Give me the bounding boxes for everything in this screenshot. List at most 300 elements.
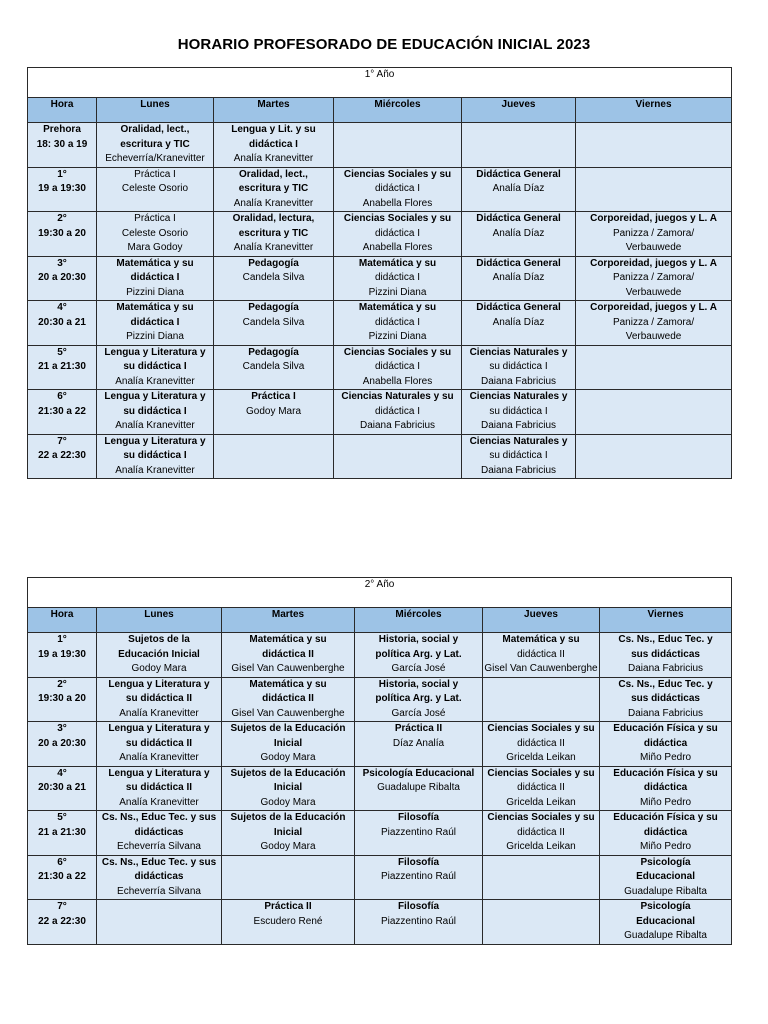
cell-text: didáctica I [374, 183, 421, 194]
hour-text: 5° [57, 346, 67, 358]
class-cell-martes [222, 900, 355, 945]
class-cell-jueves [462, 390, 576, 435]
class-cell-martes [214, 301, 334, 346]
hour-text: 1° [57, 634, 67, 645]
cell-text: Analía Kranevitter [119, 707, 199, 719]
cell-text: Celeste Osorio [121, 183, 189, 194]
class-cell-jueves [483, 900, 600, 945]
cell-text: Piazzentino Raúl [380, 915, 457, 927]
table-row [28, 766, 732, 811]
class-cell-martes [214, 390, 334, 435]
hour-text: 21 a 21:30 [38, 361, 86, 372]
cell-text: Educación Inicial [118, 648, 200, 660]
cell-text: didáctica [643, 737, 688, 749]
cell-text: sus didácticas [631, 648, 700, 660]
header-miercoles: Miércoles [355, 608, 483, 633]
cell-text: didáctica II [517, 648, 565, 660]
header-martes: Martes [222, 608, 355, 633]
year-row [28, 578, 732, 608]
class-cell-jueves [462, 123, 576, 168]
cell-text: su didáctica II [125, 693, 193, 704]
class-cell-martes [214, 345, 334, 390]
cell-text: Matemática y su [116, 302, 194, 313]
year-row [28, 68, 732, 98]
cell-text: Psicología [640, 856, 691, 868]
cell-text: didáctica I [374, 405, 421, 417]
cell-text: sus didácticas [631, 693, 700, 704]
hour-text: 20 a 20:30 [38, 737, 86, 749]
hour-cell [28, 766, 97, 811]
class-cell-viernes [576, 256, 732, 301]
class-cell-viernes [600, 766, 732, 811]
hour-text: 22 a 22:30 [38, 450, 86, 461]
cell-text: didáctica [643, 782, 688, 793]
hour-text: 1° [57, 168, 67, 180]
cell-text: política Arg. y Lat. [375, 693, 462, 704]
hour-text: 2° [57, 213, 67, 224]
cell-text: Analía Kranevitter [233, 242, 314, 253]
cell-text: Matemática y su [502, 634, 580, 645]
cell-text: Filosofía [397, 856, 440, 868]
cell-text: didáctica II [517, 737, 565, 749]
cell-text: Ciencias Sociales y su [343, 346, 452, 358]
cell-text: Godoy Mara [245, 405, 302, 417]
cell-text: Matemática y su [249, 678, 327, 690]
cell-text: Ciencias Naturales y [469, 435, 568, 447]
hour-text: 3° [57, 257, 67, 269]
cell-text: Oralidad, lectura, [232, 213, 315, 224]
cell-text: Sujetos de la Educación [230, 812, 346, 823]
cell-text: Gricelda Leikan [506, 841, 576, 852]
class-cell-lunes [97, 900, 222, 945]
cell-text: Lengua y Literatura y [108, 678, 210, 690]
hour-text: 4° [57, 767, 67, 779]
cell-text: Práctica I [251, 391, 296, 402]
header-lunes: Lunes [97, 98, 214, 123]
class-cell-martes [222, 722, 355, 767]
cell-text: escritura y TIC [238, 227, 309, 239]
table-row [28, 677, 732, 722]
cell-text: Gisel Van Cauwenberghe [231, 707, 345, 719]
cell-text: Psicología Educacional [362, 767, 475, 779]
cell-text: Corporeidad, juegos y L. A [590, 257, 717, 269]
header-hora: Hora [28, 608, 97, 633]
cell-text: Práctica I [134, 213, 176, 224]
header-martes: Martes [214, 98, 334, 123]
class-cell-viernes [600, 855, 732, 900]
class-cell-martes [214, 256, 334, 301]
cell-text: Sujetos de la [128, 634, 190, 645]
cell-text: Candela Silva [242, 361, 305, 372]
hour-cell [28, 123, 97, 168]
table-row [28, 633, 732, 678]
class-cell-viernes [600, 811, 732, 856]
table-row [28, 722, 732, 767]
class-cell-viernes [576, 212, 732, 257]
cell-text: Oralidad, lect., [239, 168, 308, 180]
cell-text: Piazzentino Raúl [380, 871, 457, 882]
class-cell-miercoles [355, 900, 483, 945]
cell-text: didáctica II [517, 782, 565, 793]
hour-text: 21:30 a 22 [38, 405, 86, 417]
cell-text: Echeverría Silvana [117, 885, 201, 897]
hour-text: 18: 30 a 19 [36, 138, 88, 150]
cell-text: Verbauwede [625, 286, 682, 298]
class-cell-viernes [600, 677, 732, 722]
cell-text: Echeverría Silvana [117, 841, 201, 852]
table-row [28, 123, 732, 168]
class-cell-jueves [483, 811, 600, 856]
cell-text: Gisel Van Cauwenberghe [484, 663, 598, 674]
class-cell-jueves [483, 722, 600, 767]
class-cell-jueves [483, 766, 600, 811]
class-cell-jueves [483, 633, 600, 678]
cell-text: Anabella Flores [362, 242, 433, 253]
class-cell-viernes [576, 390, 732, 435]
class-cell-lunes [97, 633, 222, 678]
class-cell-jueves [462, 212, 576, 257]
class-cell-lunes [97, 301, 214, 346]
cell-text: didáctica I [249, 138, 298, 150]
hour-text: 7° [57, 435, 67, 447]
cell-text: Pedagogía [248, 346, 299, 358]
cell-text: Pedagogía [248, 302, 299, 313]
cell-text: Corporeidad, juegos y L. A [590, 213, 717, 224]
document-title: HORARIO PROFESORADO DE EDUCACIÓN INICIAL 2023 [177, 36, 591, 53]
cell-text: Cs. Ns., Educ Tec. y sus [101, 812, 217, 823]
cell-text: su didáctica I [489, 361, 548, 372]
cell-text: Pedagogía [248, 257, 299, 269]
class-cell-martes [222, 633, 355, 678]
hour-text: 4° [57, 302, 67, 313]
class-cell-lunes [97, 677, 222, 722]
hour-cell [28, 256, 97, 301]
cell-text: su didáctica I [123, 405, 187, 417]
cell-text: Celeste Osorio [121, 227, 189, 239]
class-cell-viernes [600, 722, 732, 767]
table-row [28, 345, 732, 390]
cell-text: Lengua y Literatura y [108, 723, 210, 734]
cell-text: Guadalupe Ribalta [624, 885, 707, 897]
hour-cell [28, 390, 97, 435]
cell-text: didáctica II [262, 648, 314, 660]
cell-text: Analía Díaz [492, 227, 545, 239]
cell-text: didáctica II [262, 693, 314, 704]
cell-text: Lengua y Literatura y [104, 391, 206, 402]
header-lunes: Lunes [97, 608, 222, 633]
cell-text: didácticas [134, 871, 184, 882]
cell-text: Psicología [640, 901, 691, 912]
cell-text: Analía Kranevitter [233, 197, 314, 209]
cell-text: Matemática y su [358, 257, 437, 269]
class-cell-jueves [462, 167, 576, 212]
schedule-table-second-year [27, 577, 732, 945]
class-cell-martes [222, 677, 355, 722]
class-cell-jueves [462, 345, 576, 390]
cell-text: su didáctica II [125, 782, 193, 793]
hour-cell [28, 855, 97, 900]
cell-text: Piazzentino Raúl [380, 826, 457, 838]
class-cell-viernes [576, 345, 732, 390]
cell-text: Ciencias Sociales y su [487, 723, 595, 734]
cell-text: Guadalupe Ribalta [377, 782, 460, 793]
class-cell-jueves [462, 434, 576, 479]
class-cell-viernes [576, 301, 732, 346]
cell-text: Inicial [273, 826, 303, 838]
cell-text: Matemática y su [116, 257, 194, 269]
cell-text: Cs. Ns., Educ Tec. y sus [101, 856, 217, 868]
hour-text: 21 a 21:30 [38, 826, 86, 838]
cell-text: su didáctica I [489, 405, 548, 417]
cell-text: Pizzini Diana [368, 286, 427, 298]
cell-text: Panizza / Zamora/ [612, 227, 695, 239]
cell-text: Matemática y su [358, 302, 437, 313]
cell-text: Daiana Fabricius [480, 420, 557, 431]
hour-text: 19 a 19:30 [38, 183, 86, 194]
cell-text: Ciencias Naturales y [469, 391, 568, 402]
cell-text: Godoy Mara [260, 752, 316, 763]
year-title: 2° Año [28, 578, 732, 608]
cell-text: Ciencias Sociales y su [487, 767, 595, 779]
cell-text: Práctica II [264, 901, 312, 912]
cell-text: didáctica II [517, 826, 565, 838]
cell-text: Daiana Fabricius [480, 464, 557, 476]
table-row [28, 434, 732, 479]
cell-text: Inicial [273, 782, 303, 793]
cell-text: Analía Kranevitter [115, 420, 195, 431]
table-row [28, 301, 732, 346]
cell-text: Inicial [273, 737, 303, 749]
cell-text: Cs. Ns., Educ Tec. y [618, 678, 713, 690]
cell-text: Lengua y Literatura y [108, 767, 210, 779]
hour-cell [28, 811, 97, 856]
cell-text: Pizzini Diana [126, 331, 184, 342]
cell-text: política Arg. y Lat. [375, 648, 462, 660]
cell-text: didáctica I [374, 361, 421, 372]
cell-text: Educacional [636, 871, 695, 882]
class-cell-lunes [97, 855, 222, 900]
class-cell-lunes [97, 390, 214, 435]
cell-text: Sujetos de la Educación [230, 767, 346, 779]
cell-text: Verbauwede [625, 331, 682, 342]
cell-text: García José [391, 663, 446, 674]
class-cell-miercoles [334, 390, 462, 435]
class-cell-miercoles [334, 345, 462, 390]
cell-text: Analía Kranevitter [119, 752, 199, 763]
class-cell-lunes [97, 256, 214, 301]
class-cell-lunes [97, 766, 222, 811]
hour-cell [28, 167, 97, 212]
cell-text: Anabella Flores [362, 375, 433, 387]
cell-text: Práctica II [394, 723, 443, 734]
cell-text: Candela Silva [242, 316, 305, 328]
cell-text: Sujetos de la Educación [230, 723, 346, 734]
cell-text: Guadalupe Ribalta [624, 930, 707, 941]
class-cell-jueves [483, 677, 600, 722]
class-cell-miercoles [334, 123, 462, 168]
cell-text: Analía Díaz [492, 272, 545, 283]
cell-text: escritura y TIC [238, 183, 309, 194]
cell-text: Filosofía [397, 901, 440, 912]
table-row [28, 390, 732, 435]
header-jueves: Jueves [483, 608, 600, 633]
cell-text: Miño Pedro [639, 841, 692, 852]
hour-text: 5° [57, 812, 67, 823]
cell-text: Analía Kranevitter [115, 464, 195, 476]
cell-text: Daiana Fabricius [628, 663, 704, 674]
table-row [28, 212, 732, 257]
cell-text: Lengua y Lit. y su [231, 124, 316, 135]
cell-text: didácticas [134, 826, 184, 838]
hour-cell [28, 345, 97, 390]
hour-text: 20:30 a 21 [38, 782, 86, 793]
header-hora: Hora [28, 98, 97, 123]
cell-text: Analía Kranevitter [119, 796, 199, 808]
cell-text: Educación Física y su [613, 723, 718, 734]
cell-text: Oralidad, lect., [120, 124, 190, 135]
class-cell-viernes [576, 123, 732, 168]
class-cell-viernes [576, 434, 732, 479]
class-cell-lunes [97, 345, 214, 390]
cell-text: didáctica [643, 826, 688, 838]
cell-text: su didáctica I [489, 450, 548, 461]
class-cell-miercoles [355, 855, 483, 900]
hour-text: 6° [57, 391, 67, 402]
cell-text: Historia, social y [378, 678, 459, 690]
table-row [28, 167, 732, 212]
hour-text: 20 a 20:30 [38, 272, 86, 283]
header-miercoles: Miércoles [334, 98, 462, 123]
cell-text: Escudero René [253, 915, 323, 927]
hour-cell [28, 633, 97, 678]
cell-text: Historia, social y [378, 634, 459, 645]
header-viernes: Viernes [600, 608, 732, 633]
class-cell-martes [222, 766, 355, 811]
hour-text: 19 a 19:30 [38, 648, 86, 660]
cell-text: Matemática y su [249, 634, 327, 645]
class-cell-miercoles [355, 766, 483, 811]
hour-text: 19:30 a 20 [38, 693, 86, 704]
class-cell-miercoles [334, 256, 462, 301]
class-cell-jueves [462, 256, 576, 301]
class-cell-martes [214, 212, 334, 257]
cell-text: Daiana Fabricius [628, 707, 704, 719]
table-row [28, 900, 732, 945]
cell-text: Anabella Flores [362, 197, 433, 209]
cell-text: didáctica I [130, 272, 180, 283]
hour-text: 3° [57, 723, 67, 734]
cell-text: Lengua y Literatura y [104, 346, 206, 358]
class-cell-jueves [462, 301, 576, 346]
cell-text: Ciencias Sociales y su [487, 812, 595, 823]
header-row [28, 608, 732, 633]
class-cell-miercoles [334, 212, 462, 257]
class-cell-lunes [97, 167, 214, 212]
class-cell-miercoles [334, 167, 462, 212]
schedule-table-first-year [27, 67, 732, 479]
class-cell-viernes [600, 900, 732, 945]
class-cell-lunes [97, 212, 214, 257]
cell-text: Gricelda Leikan [506, 752, 576, 763]
cell-text: Corporeidad, juegos y L. A [590, 302, 717, 313]
hour-text: 22 a 22:30 [38, 915, 86, 927]
cell-text: escritura y TIC [120, 138, 190, 150]
table-row [28, 811, 732, 856]
cell-text: Educación Física y su [613, 812, 718, 823]
class-cell-martes [222, 855, 355, 900]
class-cell-lunes [97, 123, 214, 168]
class-cell-miercoles [355, 811, 483, 856]
cell-text: Ciencias Sociales y su [343, 168, 452, 180]
hour-text: 20:30 a 21 [38, 316, 86, 328]
cell-text: didáctica I [374, 316, 421, 328]
class-cell-lunes [97, 811, 222, 856]
cell-text: Gisel Van Cauwenberghe [231, 663, 345, 674]
cell-text: Verbauwede [625, 242, 682, 253]
table-row [28, 256, 732, 301]
year-title: 1° Año [28, 68, 732, 98]
cell-text: Pizzini Diana [126, 286, 184, 298]
hour-text: 7° [57, 901, 67, 912]
class-cell-martes [214, 167, 334, 212]
cell-text: Lengua y Literatura y [104, 435, 206, 447]
hour-cell [28, 677, 97, 722]
hour-cell [28, 900, 97, 945]
hour-text: 19:30 a 20 [38, 227, 86, 239]
cell-text: Ciencias Naturales y su [341, 391, 454, 402]
class-cell-miercoles [355, 677, 483, 722]
cell-text: Educación Física y su [613, 767, 718, 779]
cell-text: Analía Kranevitter [115, 375, 195, 387]
hour-cell [28, 722, 97, 767]
cell-text: Gricelda Leikan [506, 796, 576, 808]
cell-text: Daiana Fabricius [359, 420, 436, 431]
hour-cell [28, 434, 97, 479]
cell-text: Analía Díaz [492, 183, 545, 194]
class-cell-miercoles [334, 301, 462, 346]
hour-text: Prehora [43, 124, 81, 135]
cell-text: Panizza / Zamora/ [612, 316, 695, 328]
hour-cell [28, 301, 97, 346]
class-cell-martes [222, 811, 355, 856]
class-cell-miercoles [355, 633, 483, 678]
cell-text: Didáctica General [476, 302, 561, 313]
cell-text: didáctica I [374, 272, 421, 283]
header-row [28, 98, 732, 123]
cell-text: Didáctica General [476, 168, 561, 180]
cell-text: Echeverría/Kranevitter [105, 153, 205, 164]
cell-text: Filosofía [397, 812, 440, 823]
cell-text: su didáctica II [125, 737, 193, 749]
cell-text: Analía Díaz [492, 316, 545, 328]
cell-text: su didáctica I [123, 361, 187, 372]
hour-text: 6° [57, 856, 67, 868]
cell-text: Ciencias Sociales y su [343, 213, 452, 224]
cell-text: su didáctica I [123, 450, 187, 461]
cell-text: Analía Kranevitter [233, 153, 314, 164]
cell-text: Cs. Ns., Educ Tec. y [618, 634, 713, 645]
cell-text: Educacional [636, 915, 695, 927]
cell-text: Miño Pedro [639, 796, 692, 808]
hour-text: 21:30 a 22 [38, 871, 86, 882]
cell-text: Pizzini Diana [368, 331, 427, 342]
cell-text: Didáctica General [476, 213, 561, 224]
cell-text: Didáctica General [476, 257, 561, 269]
cell-text: Godoy Mara [260, 841, 316, 852]
cell-text: didáctica I [374, 227, 421, 239]
class-cell-martes [214, 123, 334, 168]
cell-text: García José [391, 707, 446, 719]
